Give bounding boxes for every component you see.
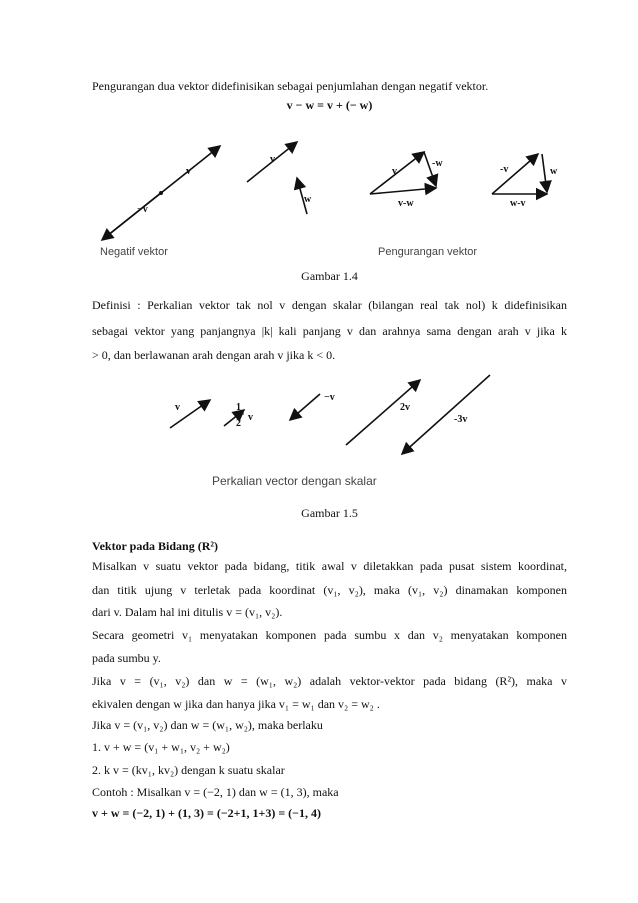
figure1-caption: Gambar 1.4 — [301, 269, 358, 283]
triangle2-w — [542, 154, 547, 192]
definition-line-1 — [92, 297, 567, 313]
definition-line-1-text: Definisi : Perkalian vektor tak nol v dengan skalar (bilangan real tak nol) k didefinisikan — [92, 298, 567, 312]
label-tri1-v-minus-w: v-w — [398, 198, 414, 209]
item-2: 2. k v = (kv₁, kv₂) dengan k suatu skalar — [92, 763, 285, 777]
definition-line-2-text: sebagai vektor yang panjangnya |k| kali panjang v dan arahnya sama dengan arah v jika k — [92, 324, 567, 338]
figure-scalar-multiplication — [140, 370, 520, 460]
vector-neg-3v — [402, 375, 490, 454]
triangle1-v — [370, 152, 424, 194]
section-heading: Vektor pada Bidang (R²) — [92, 539, 218, 553]
label-w-standalone: w — [304, 194, 312, 205]
label-tri1-v: v — [392, 166, 397, 177]
figure2-caption: Gambar 1.5 — [301, 506, 358, 520]
label-neg-v: −v — [137, 204, 148, 215]
p2-line-1-text: Secara geometri v₁ menyatakan komponen pada sumbu x dan v₂ menyatakan komponen — [92, 628, 567, 642]
label-half-num: 1 — [236, 402, 241, 413]
label-tri1-neg-w: -w — [432, 158, 443, 169]
vector-half-v — [224, 410, 244, 426]
label-neg-3v: -3v — [454, 414, 468, 425]
p2-line-2: pada sumbu y. — [92, 651, 161, 665]
vector-neg-v-arrow — [102, 192, 162, 240]
label-2v: 2v — [400, 402, 410, 413]
intro-text: Pengurangan dua vektor didefinisikan sebagai penjumlahan dengan negatif vektor. — [92, 79, 489, 93]
example-line-1: Contoh : Misalkan v = (−2, 1) dan w = (1, 3), maka — [92, 785, 339, 799]
triangle1-v-minus-w — [370, 188, 436, 194]
p1-line-1-text: Misalkan v suatu vektor pada bidang, titik awal v diletakkan pada pusat sistem koordinat, — [92, 559, 567, 573]
label-v: v — [186, 166, 191, 177]
figure2-title: Perkalian vector dengan skalar — [212, 474, 377, 488]
definition-line-3: > 0, dan berlawanan arah dengan arah v jika k < 0. — [92, 348, 336, 362]
subtraction-formula: v − w = v + (− w) — [286, 98, 373, 112]
p1-line-3: dari v. Dalam hal ini ditulis v = (v₁, v₂). — [92, 605, 283, 619]
label-v-standalone: v — [270, 154, 275, 165]
label-neg-v: −v — [324, 392, 335, 403]
p2-line-1 — [92, 627, 567, 643]
p4-text: Jika v = (v₁, v₂) dan w = (w₁, w₂), maka berlaku — [92, 718, 323, 732]
label-tri2-w: w — [550, 166, 558, 177]
label-tri2-neg-v: -v — [500, 164, 509, 175]
vector-neg-v — [290, 394, 320, 420]
label-half-v: v — [248, 412, 253, 423]
label-v: v — [175, 402, 180, 413]
p1-line-1 — [92, 558, 567, 574]
triangle2-neg-v — [492, 154, 538, 194]
definition-line-2 — [92, 323, 567, 339]
figure1-right-label: Pengurangan vektor — [378, 246, 478, 258]
p1-line-2-text: dan titik ujung v terletak pada koordinat (v₁, v₂), maka (v₁, v₂) dinamakan komponen — [92, 583, 567, 597]
figure1-left-label: Negatif vektor — [100, 246, 168, 258]
p3-line-2: ekivalen dengan w jika dan hanya jika v₁ = w₁ dan v₂ = w₂ . — [92, 697, 380, 711]
example-line-2: v + w = (−2, 1) + (1, 3) = (−2+1, 1+3) = (−1, 4) — [92, 806, 322, 820]
label-half-den: 2 — [236, 418, 241, 429]
p3-line-1 — [92, 673, 567, 689]
label-tri2-w-minus-v: w-v — [510, 198, 526, 209]
item-1: 1. v + w = (v₁ + w₁, v₂ + w₂) — [92, 740, 230, 754]
figure-vector-negation-subtraction — [92, 122, 567, 262]
p1-line-2 — [92, 582, 567, 598]
p3-line-1-text: Jika v = (v₁, v₂) dan w = (w₁, w₂) adalah vektor-vektor pada bidang (R²), maka v — [92, 674, 567, 688]
